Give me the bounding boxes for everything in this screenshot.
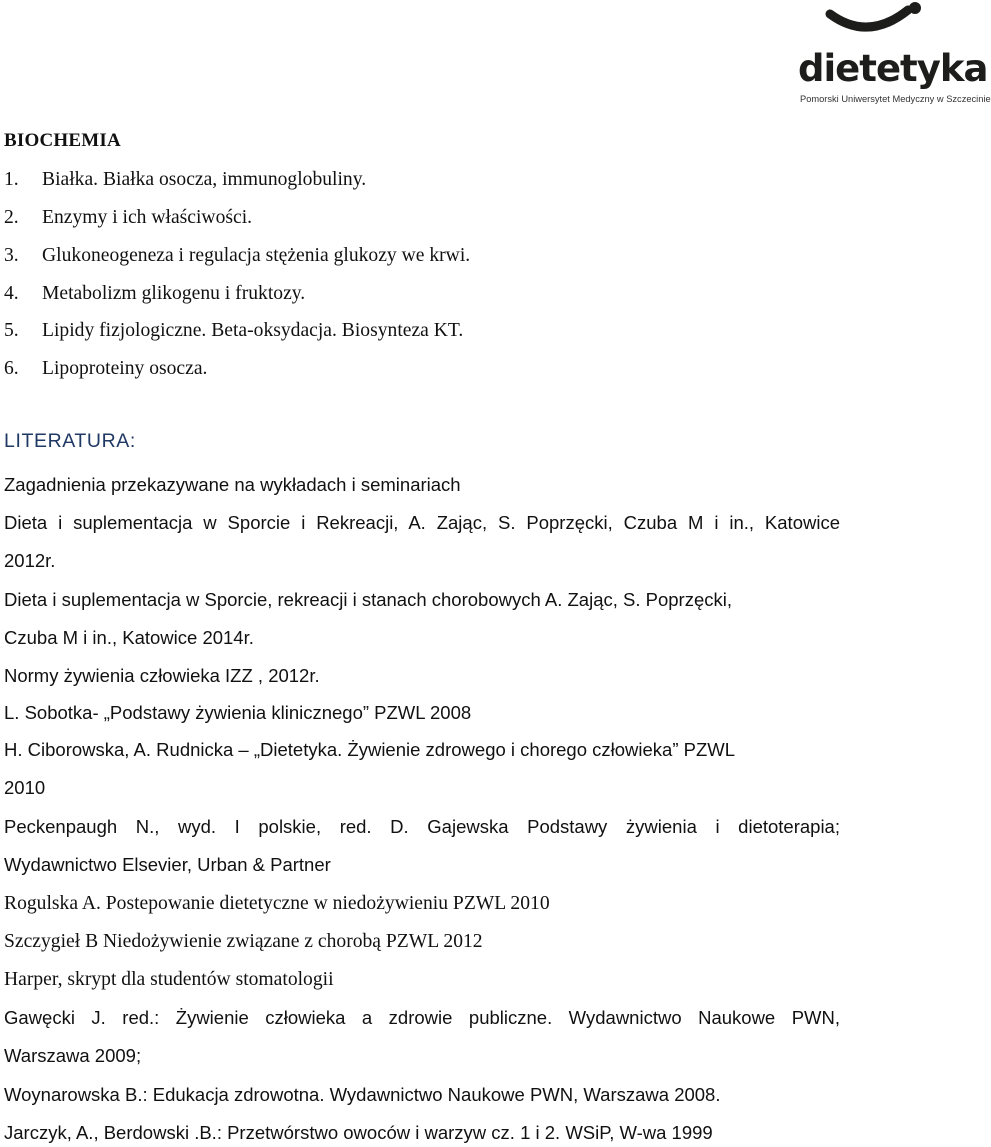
reference-line: Czuba M i in., Katowice 2014r. — [4, 627, 254, 648]
topic-item: 6. Lipoproteiny osocza. — [4, 358, 208, 379]
reference-line: Normy żywienia człowieka IZZ , 2012r. — [4, 665, 320, 686]
logo-subtitle: Pomorski Uniwersytet Medyczny w Szczecinie — [800, 94, 991, 104]
reference-line: Dieta i suplementacja w Sporcie i Rekreacji, A. Zając, S. Poprzęcki, Czuba M i in., Katowice — [4, 512, 840, 533]
reference-line: Harper, skrypt dla studentów stomatologii — [4, 969, 334, 990]
biochemia-heading: BIOCHEMIA — [4, 130, 121, 151]
topic-item: 4. Metabolizm glikogenu i fruktozy. — [4, 283, 306, 304]
reference-line: 2012r. — [4, 550, 56, 571]
topic-item: 3. Glukoneogeneza i regulacja stężenia glukozy we krwi. — [4, 245, 471, 266]
reference-line: Peckenpaugh N., wyd. I polskie, red. D. Gajewska Podstawy żywienia i dietoterapia; — [4, 816, 840, 837]
reference-line: Warszawa 2009; — [4, 1045, 142, 1066]
reference-line: 2010 — [4, 777, 46, 798]
topic-item: 5. Lipidy fizjologiczne. Beta-oksydacja. Biosynteza KT. — [4, 320, 464, 341]
reference-line: H. Ciborowska, A. Rudnicka – „Dietetyka. Żywienie zdrowego i chorego człowieka” PZWL — [4, 739, 736, 760]
topic-item: 2. Enzymy i ich właściwości. — [4, 207, 253, 228]
reference-line: Zagadnienia przekazywane na wykładach i seminariach — [4, 474, 461, 495]
reference-line: Gawęcki J. red.: Żywienie człowieka a zdrowie publiczne. Wydawnictwo Naukowe PWN, — [4, 1007, 840, 1028]
dietetyka-logo — [790, 0, 991, 112]
reference-line: Jarczyk, A., Berdowski .B.: Przetwórstwo owoców i warzyw cz. 1 i 2. WSiP, W-wa 1999 — [4, 1122, 713, 1143]
reference-line: L. Sobotka- „Podstawy żywienia klinicznego” PZWL 2008 — [4, 702, 472, 723]
reference-line: Szczygieł B Niedożywienie związane z chorobą PZWL 2012 — [4, 931, 483, 952]
literatura-heading: LITERATURA: — [4, 430, 136, 452]
reference-line: Rogulska A. Postepowanie dietetyczne w niedożywieniu PZWL 2010 — [4, 893, 550, 914]
reference-line: Dieta i suplementacja w Sporcie, rekreacji i stanach chorobowych A. Zając, S. Poprzęcki, — [4, 589, 732, 610]
reference-line: Woynarowska B.: Edukacja zdrowotna. Wydawnictwo Naukowe PWN, Warszawa 2008. — [4, 1084, 721, 1105]
topic-item: 1. Białka. Białka osocza, immunoglobuliny. — [4, 169, 367, 190]
logo-wordmark: dietetyka — [798, 47, 988, 90]
reference-line: Wydawnictwo Elsevier, Urban & Partner — [4, 854, 331, 875]
